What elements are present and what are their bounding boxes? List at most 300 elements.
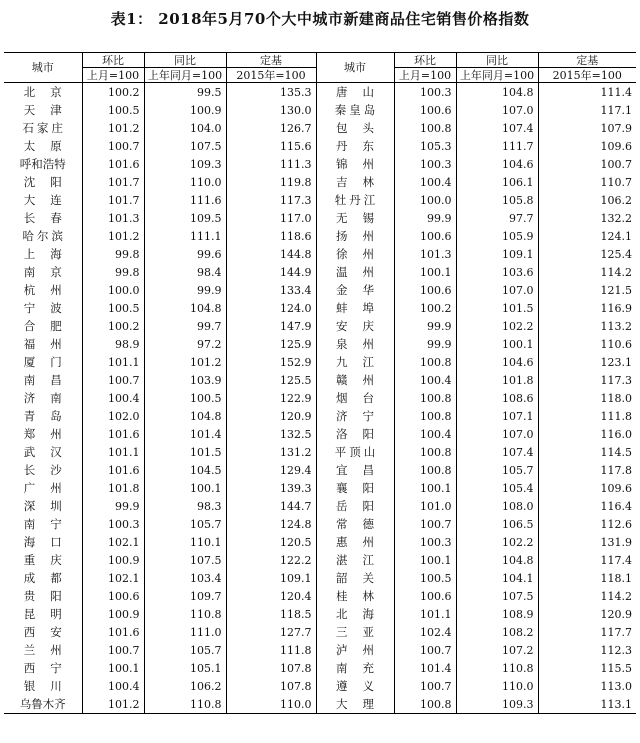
mom-cell-right: 100.8 [394, 389, 456, 407]
mom-cell-right: 99.9 [394, 209, 456, 227]
city-cell-left: 成都 [4, 569, 82, 587]
table-row [4, 263, 636, 281]
mom-cell-right: 100.8 [394, 119, 456, 137]
fixed-base-cell-right: 120.9 [600, 607, 632, 621]
fixed-base-cell-right: 106.2 [600, 193, 632, 207]
yoy-cell-left: 100.9 [144, 101, 226, 119]
yoy-cell-left: 104.8 [144, 299, 226, 317]
city-cell-left: 合肥 [4, 317, 82, 335]
yoy-header-left: 同比 [144, 53, 226, 68]
fixed-base-cell-left: 120.9 [226, 407, 316, 425]
mom-cell-left: 100.5 [82, 101, 144, 119]
yoy-cell-left: 99.9 [144, 281, 226, 299]
yoy-header-right: 同比 [456, 53, 538, 68]
yoy-cell-right: 105.8 [456, 191, 538, 209]
fixed-base-header-left: 定基 [226, 53, 316, 68]
mom-cell-left: 100.7 [82, 641, 144, 659]
fixed-base-cell-left: 152.9 [226, 353, 316, 371]
city-cell-left: 兰州 [4, 641, 82, 659]
fixed-base-cell-left: 107.8 [226, 659, 316, 677]
fixed-base-cell-left: 127.7 [226, 623, 316, 641]
city-cell-right: 牡丹江 [316, 191, 394, 209]
yoy-cell-left: 98.4 [144, 263, 226, 281]
city-cell-right: 徐州 [316, 245, 394, 263]
city-cell-right: 湛江 [316, 551, 394, 569]
yoy-cell-left: 109.3 [144, 155, 226, 173]
yoy-cell-right: 111.7 [456, 137, 538, 155]
table-row [4, 659, 636, 677]
city-header-right: 城市 [316, 53, 394, 83]
yoy-cell-right: 104.8 [456, 83, 538, 102]
yoy-cell-right: 108.9 [456, 605, 538, 623]
fixed-base-cell-left: 139.3 [226, 479, 316, 497]
mom-cell-right: 100.8 [394, 461, 456, 479]
fixed-base-cell-right: 110.6 [600, 337, 632, 351]
city-cell-right: 扬州 [316, 227, 394, 245]
yoy-cell-left: 99.5 [144, 83, 226, 102]
fixed-base-cell-right: 116.9 [600, 301, 632, 315]
city-cell-right: 秦皇岛 [316, 101, 394, 119]
city-cell-left: 杭州 [4, 281, 82, 299]
table-row [4, 389, 636, 407]
city-cell-left: 北京 [4, 83, 82, 102]
table-row [4, 587, 636, 605]
price-index-table [4, 52, 636, 714]
yoy-cell-left: 105.1 [144, 659, 226, 677]
fixed-base-cell-right: 131.9 [600, 535, 632, 549]
city-cell-right: 安庆 [316, 317, 394, 335]
table-row [4, 335, 636, 353]
yoy-cell-left: 111.6 [144, 191, 226, 209]
mom-cell-left: 102.1 [82, 533, 144, 551]
table-row [4, 641, 636, 659]
fixed-base-cell-left: 120.5 [226, 533, 316, 551]
yoy-cell-left: 110.8 [144, 695, 226, 714]
yoy-cell-left: 106.2 [144, 677, 226, 695]
fixed-base-cell-left: 110.0 [226, 695, 316, 714]
yoy-cell-left: 104.5 [144, 461, 226, 479]
fixed-base-cell-left: 129.4 [226, 461, 316, 479]
table-row [4, 353, 636, 371]
mom-cell-right: 100.0 [394, 191, 456, 209]
yoy-cell-right: 104.6 [456, 353, 538, 371]
table-row [4, 425, 636, 443]
yoy-cell-right: 101.5 [456, 299, 538, 317]
table-row [4, 551, 636, 569]
fixed-base-cell-right: 118.0 [600, 391, 632, 405]
mom-cell-right: 100.4 [394, 425, 456, 443]
city-cell-right: 宜昌 [316, 461, 394, 479]
yoy-cell-left: 110.8 [144, 605, 226, 623]
mom-cell-right: 101.0 [394, 497, 456, 515]
fixed-base-cell-left: 122.9 [226, 389, 316, 407]
mom-cell-right: 100.8 [394, 695, 456, 714]
mom-cell-right: 100.8 [394, 407, 456, 425]
city-cell-right: 九江 [316, 353, 394, 371]
fixed-base-cell-right: 110.7 [600, 175, 632, 189]
yoy-cell-right: 97.7 [456, 209, 538, 227]
fixed-base-cell-left: 120.4 [226, 587, 316, 605]
yoy-cell-right: 105.7 [456, 461, 538, 479]
yoy-cell-right: 104.8 [456, 551, 538, 569]
mom-cell-left: 102.0 [82, 407, 144, 425]
mom-cell-right: 101.3 [394, 245, 456, 263]
fixed-base-cell-left: 124.0 [226, 299, 316, 317]
fixed-base-cell-right: 113.0 [600, 679, 632, 693]
yoy-cell-left: 103.4 [144, 569, 226, 587]
fixed-base-header-right: 定基 [538, 53, 636, 68]
fixed-base-right: 2015年=100 [538, 68, 636, 83]
fixed-base-cell-right: 112.3 [600, 643, 632, 657]
yoy-cell-right: 109.3 [456, 695, 538, 714]
yoy-cell-right: 108.2 [456, 623, 538, 641]
mom-cell-right: 100.4 [394, 371, 456, 389]
mom-cell-right: 100.1 [394, 479, 456, 497]
fixed-base-left: 2015年=100 [226, 68, 316, 83]
mom-cell-left: 101.1 [82, 443, 144, 461]
table-row [4, 317, 636, 335]
city-cell-right: 平顶山 [316, 443, 394, 461]
yoy-cell-right: 110.8 [456, 659, 538, 677]
yoy-cell-right: 107.0 [456, 425, 538, 443]
city-cell-left: 呼和浩特 [4, 155, 82, 173]
fixed-base-cell-right: 114.2 [600, 589, 632, 603]
fixed-base-cell-left: 125.5 [226, 371, 316, 389]
yoy-cell-left: 107.5 [144, 551, 226, 569]
mom-cell-right: 100.7 [394, 641, 456, 659]
table-row [4, 695, 636, 714]
city-cell-right: 济宁 [316, 407, 394, 425]
fixed-base-cell-left: 109.1 [226, 569, 316, 587]
mom-cell-left: 101.3 [82, 209, 144, 227]
mom-cell-left: 99.8 [82, 263, 144, 281]
mom-cell-right: 100.7 [394, 515, 456, 533]
yoy-cell-left: 110.0 [144, 173, 226, 191]
yoy-cell-left: 103.9 [144, 371, 226, 389]
yoy-cell-right: 101.8 [456, 371, 538, 389]
mom-cell-left: 100.1 [82, 659, 144, 677]
fixed-base-cell-left: 107.8 [226, 677, 316, 695]
table-row [4, 209, 636, 227]
city-cell-left: 哈尔滨 [4, 227, 82, 245]
yoy-cell-left: 99.7 [144, 317, 226, 335]
fixed-base-cell-left: 122.2 [226, 551, 316, 569]
city-cell-left: 武汉 [4, 443, 82, 461]
fixed-base-cell-left: 118.5 [226, 605, 316, 623]
table-row [4, 155, 636, 173]
yoy-cell-right: 108.6 [456, 389, 538, 407]
fixed-base-cell-left: 126.7 [226, 119, 316, 137]
fixed-base-cell-right: 116.0 [600, 427, 632, 441]
city-cell-left: 青岛 [4, 407, 82, 425]
city-cell-right: 唐山 [316, 83, 394, 102]
fixed-base-cell-right: 109.6 [600, 139, 632, 153]
fixed-base-cell-right: 113.2 [600, 319, 632, 333]
yoy-cell-left: 110.1 [144, 533, 226, 551]
mom-cell-left: 100.4 [82, 677, 144, 695]
city-cell-left: 广州 [4, 479, 82, 497]
fixed-base-cell-right: 100.7 [600, 157, 632, 171]
mom-header-left: 环比 [82, 53, 144, 68]
mom-cell-left: 101.6 [82, 155, 144, 173]
city-cell-left: 沈阳 [4, 173, 82, 191]
mom-cell-right: 100.3 [394, 155, 456, 173]
fixed-base-cell-left: 115.6 [226, 137, 316, 155]
table-row [4, 119, 636, 137]
yoy-cell-right: 107.1 [456, 407, 538, 425]
mom-cell-left: 100.7 [82, 137, 144, 155]
mom-cell-right: 100.1 [394, 551, 456, 569]
fixed-base-cell-left: 131.2 [226, 443, 316, 461]
city-cell-left: 重庆 [4, 551, 82, 569]
fixed-base-cell-right: 118.1 [600, 571, 632, 585]
city-cell-left: 海口 [4, 533, 82, 551]
city-cell-left: 贵阳 [4, 587, 82, 605]
yoy-cell-right: 109.1 [456, 245, 538, 263]
yoy-cell-left: 101.2 [144, 353, 226, 371]
mom-cell-right: 100.6 [394, 587, 456, 605]
fixed-base-cell-right: 107.9 [600, 121, 632, 135]
fixed-base-cell-right: 124.1 [600, 229, 632, 243]
table-row [4, 173, 636, 191]
city-cell-right: 洛阳 [316, 425, 394, 443]
yoy-base-right: 上年同月=100 [456, 68, 538, 83]
fixed-base-cell-right: 117.4 [600, 553, 632, 567]
city-cell-right: 韶关 [316, 569, 394, 587]
city-cell-right: 锦州 [316, 155, 394, 173]
mom-cell-right: 100.8 [394, 353, 456, 371]
table-row [4, 191, 636, 209]
yoy-cell-left: 109.7 [144, 587, 226, 605]
yoy-cell-right: 108.0 [456, 497, 538, 515]
table-row [4, 227, 636, 245]
city-cell-left: 天津 [4, 101, 82, 119]
city-cell-right: 温州 [316, 263, 394, 281]
table-row [4, 83, 636, 102]
yoy-cell-left: 109.5 [144, 209, 226, 227]
city-cell-right: 北海 [316, 605, 394, 623]
fixed-base-cell-left: 125.9 [226, 335, 316, 353]
table-row [4, 623, 636, 641]
fixed-base-cell-left: 144.9 [226, 263, 316, 281]
city-cell-left: 上海 [4, 245, 82, 263]
fixed-base-cell-right: 115.5 [600, 661, 632, 675]
city-cell-left: 宁波 [4, 299, 82, 317]
fixed-base-cell-right: 111.8 [600, 409, 632, 423]
yoy-cell-right: 104.6 [456, 155, 538, 173]
fixed-base-cell-right: 114.5 [600, 445, 632, 459]
table-row [4, 371, 636, 389]
fixed-base-cell-right: 125.4 [600, 247, 632, 261]
table-body [4, 83, 636, 714]
yoy-cell-left: 101.5 [144, 443, 226, 461]
city-cell-right: 惠州 [316, 533, 394, 551]
city-cell-right: 南充 [316, 659, 394, 677]
mom-cell-left: 100.2 [82, 317, 144, 335]
city-cell-right: 常德 [316, 515, 394, 533]
fixed-base-cell-right: 117.1 [600, 103, 632, 117]
city-cell-right: 金华 [316, 281, 394, 299]
table-row [4, 443, 636, 461]
city-cell-right: 岳阳 [316, 497, 394, 515]
mom-cell-right: 100.5 [394, 569, 456, 587]
table-row [4, 605, 636, 623]
yoy-cell-right: 102.2 [456, 317, 538, 335]
yoy-cell-left: 97.2 [144, 335, 226, 353]
fixed-base-cell-right: 123.1 [600, 355, 632, 369]
yoy-cell-right: 104.1 [456, 569, 538, 587]
yoy-cell-right: 106.5 [456, 515, 538, 533]
fixed-base-cell-left: 147.9 [226, 317, 316, 335]
mom-cell-right: 101.4 [394, 659, 456, 677]
yoy-cell-right: 105.9 [456, 227, 538, 245]
city-cell-left: 长春 [4, 209, 82, 227]
table-row [4, 569, 636, 587]
fixed-base-cell-left: 130.0 [226, 101, 316, 119]
table-row [4, 461, 636, 479]
city-cell-right: 三亚 [316, 623, 394, 641]
mom-cell-left: 101.6 [82, 623, 144, 641]
mom-cell-left: 100.3 [82, 515, 144, 533]
city-cell-right: 赣州 [316, 371, 394, 389]
fixed-base-cell-right: 112.6 [600, 517, 632, 531]
yoy-cell-left: 100.5 [144, 389, 226, 407]
table-row [4, 299, 636, 317]
table-row [4, 137, 636, 155]
mom-base-left: 上月=100 [82, 68, 144, 83]
city-cell-right: 蚌埠 [316, 299, 394, 317]
city-cell-left: 昆明 [4, 605, 82, 623]
table-row [4, 515, 636, 533]
yoy-cell-right: 107.4 [456, 443, 538, 461]
mom-cell-left: 98.9 [82, 335, 144, 353]
mom-cell-left: 101.1 [82, 353, 144, 371]
fixed-base-cell-left: 124.8 [226, 515, 316, 533]
mom-cell-right: 100.8 [394, 443, 456, 461]
city-cell-right: 泸州 [316, 641, 394, 659]
mom-cell-left: 99.9 [82, 497, 144, 515]
city-cell-left: 长沙 [4, 461, 82, 479]
city-cell-left: 太原 [4, 137, 82, 155]
fixed-base-cell-left: 118.6 [226, 227, 316, 245]
yoy-cell-right: 107.0 [456, 101, 538, 119]
mom-cell-right: 99.9 [394, 335, 456, 353]
city-cell-left: 银川 [4, 677, 82, 695]
mom-cell-left: 101.6 [82, 461, 144, 479]
yoy-cell-right: 110.0 [456, 677, 538, 695]
city-cell-right: 遵义 [316, 677, 394, 695]
table-row [4, 281, 636, 299]
fixed-base-cell-left: 117.3 [226, 191, 316, 209]
fixed-base-cell-right: 121.5 [600, 283, 632, 297]
fixed-base-cell-left: 133.4 [226, 281, 316, 299]
table-row [4, 407, 636, 425]
yoy-cell-left: 101.4 [144, 425, 226, 443]
mom-cell-left: 101.2 [82, 695, 144, 714]
mom-cell-left: 100.4 [82, 389, 144, 407]
city-cell-left: 南宁 [4, 515, 82, 533]
mom-cell-left: 99.8 [82, 245, 144, 263]
fixed-base-cell-right: 117.7 [600, 625, 632, 639]
mom-cell-left: 101.6 [82, 425, 144, 443]
yoy-cell-right: 107.5 [456, 587, 538, 605]
fixed-base-cell-right: 117.3 [600, 373, 632, 387]
city-header-left: 城市 [4, 53, 82, 83]
mom-cell-left: 100.2 [82, 83, 144, 102]
city-cell-left: 大连 [4, 191, 82, 209]
city-cell-right: 襄阳 [316, 479, 394, 497]
yoy-cell-right: 107.4 [456, 119, 538, 137]
mom-cell-right: 100.6 [394, 281, 456, 299]
yoy-cell-right: 105.4 [456, 479, 538, 497]
city-cell-right: 烟台 [316, 389, 394, 407]
yoy-cell-left: 104.0 [144, 119, 226, 137]
mom-cell-left: 101.7 [82, 173, 144, 191]
mom-cell-left: 100.6 [82, 587, 144, 605]
yoy-cell-right: 106.1 [456, 173, 538, 191]
fixed-base-cell-right: 116.4 [600, 499, 632, 513]
mom-cell-left: 100.5 [82, 299, 144, 317]
city-cell-left: 西安 [4, 623, 82, 641]
mom-cell-left: 101.8 [82, 479, 144, 497]
city-cell-right: 无锡 [316, 209, 394, 227]
mom-cell-right: 105.3 [394, 137, 456, 155]
city-cell-left: 郑州 [4, 425, 82, 443]
yoy-cell-left: 111.0 [144, 623, 226, 641]
city-cell-left: 乌鲁木齐 [4, 695, 82, 714]
fixed-base-cell-right: 132.2 [600, 211, 632, 225]
mom-cell-left: 101.2 [82, 119, 144, 137]
mom-cell-right: 101.1 [394, 605, 456, 623]
city-cell-right: 大理 [316, 695, 394, 714]
yoy-cell-right: 107.2 [456, 641, 538, 659]
mom-cell-right: 102.4 [394, 623, 456, 641]
mom-cell-right: 100.6 [394, 101, 456, 119]
fixed-base-cell-left: 119.8 [226, 173, 316, 191]
table-row [4, 479, 636, 497]
yoy-cell-left: 100.1 [144, 479, 226, 497]
city-cell-left: 石家庄 [4, 119, 82, 137]
yoy-cell-right: 103.6 [456, 263, 538, 281]
fixed-base-cell-left: 132.5 [226, 425, 316, 443]
mom-cell-right: 100.2 [394, 299, 456, 317]
fixed-base-cell-left: 117.0 [226, 209, 316, 227]
mom-cell-left: 100.0 [82, 281, 144, 299]
fixed-base-cell-right: 111.4 [600, 85, 632, 99]
city-cell-right: 丹东 [316, 137, 394, 155]
mom-cell-right: 100.3 [394, 83, 456, 102]
yoy-cell-right: 107.0 [456, 281, 538, 299]
city-cell-right: 桂林 [316, 587, 394, 605]
fixed-base-cell-left: 144.7 [226, 497, 316, 515]
header-row-top [4, 53, 636, 68]
fixed-base-cell-right: 109.6 [600, 481, 632, 495]
city-cell-left: 厦门 [4, 353, 82, 371]
city-cell-left: 南京 [4, 263, 82, 281]
yoy-cell-right: 102.2 [456, 533, 538, 551]
mom-cell-left: 102.1 [82, 569, 144, 587]
city-cell-right: 包头 [316, 119, 394, 137]
city-cell-left: 深圳 [4, 497, 82, 515]
yoy-cell-left: 104.8 [144, 407, 226, 425]
fixed-base-cell-left: 144.8 [226, 245, 316, 263]
table-row [4, 101, 636, 119]
city-cell-left: 福州 [4, 335, 82, 353]
fixed-base-cell-right: 114.2 [600, 265, 632, 279]
yoy-cell-left: 105.7 [144, 641, 226, 659]
mom-cell-right: 100.3 [394, 533, 456, 551]
fixed-base-cell-left: 111.8 [226, 641, 316, 659]
